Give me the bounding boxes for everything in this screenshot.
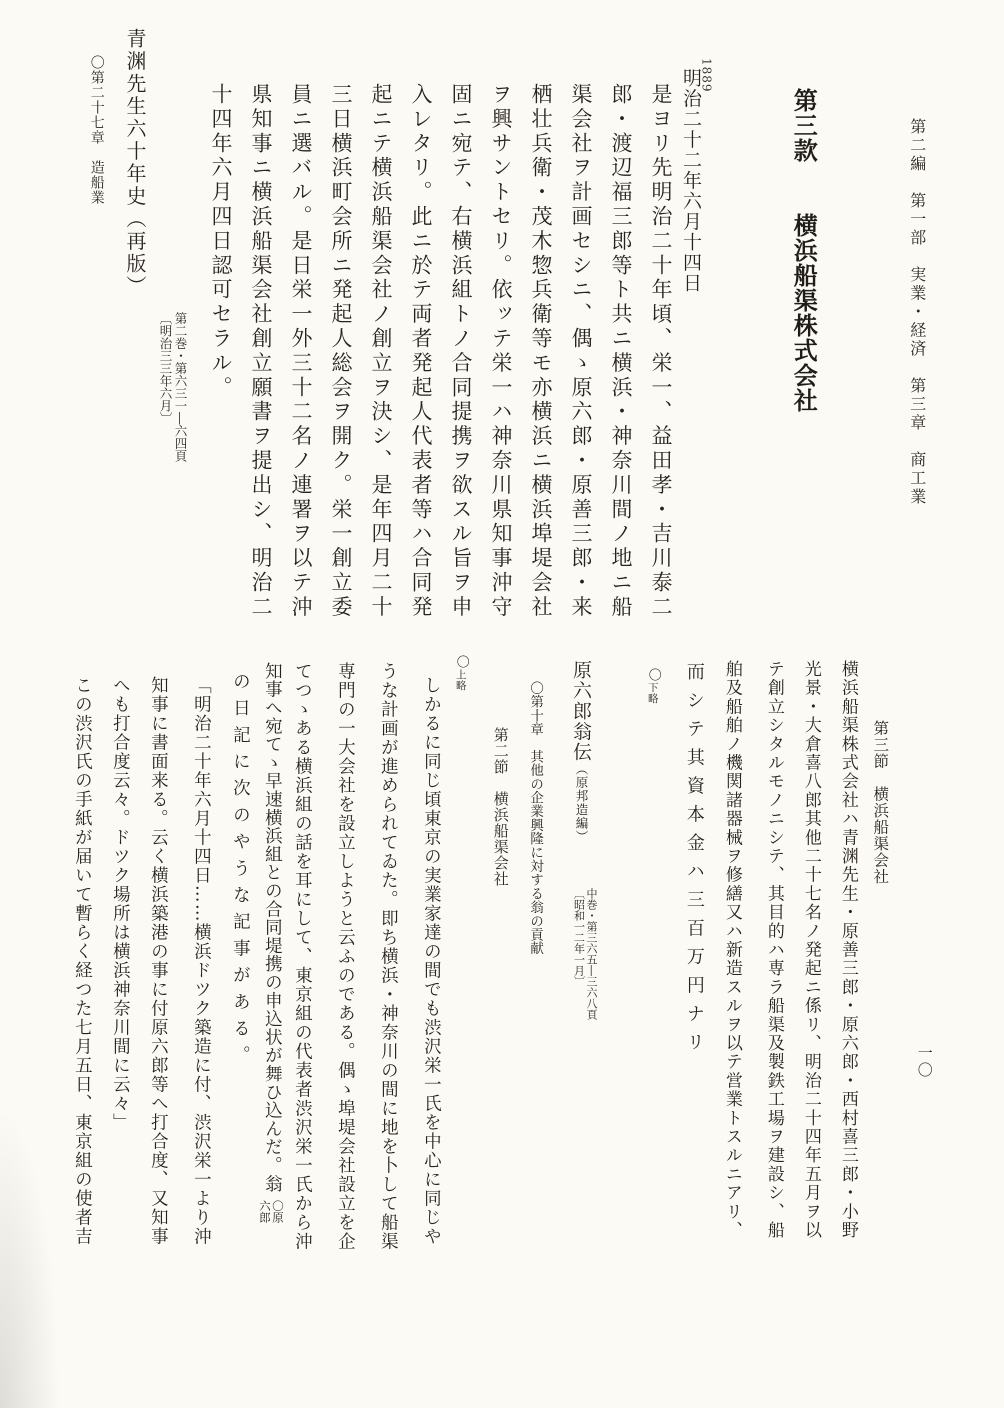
citation-date: 〔昭和一二年一月〕 bbox=[572, 888, 586, 987]
quote-line: 而シテ其資本金ハ三百万円ナリ bbox=[683, 662, 705, 1061]
citation-date: 〔明治三三年六月〕 bbox=[158, 312, 173, 425]
source-citation bbox=[158, 312, 188, 462]
inline-annotation-line: 六郎 bbox=[258, 1200, 272, 1223]
quote-line: 光景・大倉喜八郎其他二十七名ノ発起ニ係リ、明治二十四年五月ヲ以 bbox=[800, 660, 821, 1240]
omission-mark: 〇 bbox=[453, 655, 469, 669]
entry-title: 第三款 横浜船渠株式会社 bbox=[789, 88, 819, 413]
citation-volume-pages: 第二巻・第六三一―六四頁 bbox=[173, 312, 188, 462]
source-title: 青渊先生六十年史（再版） bbox=[123, 28, 147, 298]
citation-volume-pages: 中巻・第三六五―三六八頁 bbox=[585, 888, 598, 1020]
source-title bbox=[570, 660, 590, 844]
section-heading: 第二節 横浜船渠会社 bbox=[491, 727, 510, 887]
diary-quote-line: 知事に書面来る。云く横浜築港の事に付原六郎等へ打合度、又知事 bbox=[148, 676, 169, 1246]
quote-line: 舶及船舶ノ機関諸器械ヲ修繕又ハ新造スルヲ以テ営業トスルニアリ、 bbox=[721, 660, 742, 1240]
summary-line: 渠会社ヲ計画セシニ、偶ゝ原六郎・原善三郎・来 bbox=[569, 83, 594, 620]
omission-note bbox=[452, 655, 469, 691]
quote-line: うな計画が進められてゐた。即ち横浜・神奈川の間に地を卜して船渠 bbox=[378, 662, 399, 1251]
summary-line: 県知事ニ横浜船渠会社創立願書ヲ提出シ、明治二 bbox=[249, 83, 274, 620]
quote-line: しかるに同じ頃東京の実業家達の間でも渋沢栄一氏を中心に同じや bbox=[421, 676, 442, 1246]
diary-quote-line: 「明治二十年六月十四日……横浜ドツク築造に付、渋沢栄一より沖 bbox=[191, 676, 212, 1246]
summary-line: 入レタリ。此ニ於テ両者発起人代表者等ハ合同発 bbox=[409, 83, 434, 620]
diary-quote-line: へも打合度云々。ドツク場所は横浜神奈川間に云々」 bbox=[110, 676, 131, 1132]
summary-line: 起ニテ横浜船渠会社ノ創立ヲ決シ、是年四月二十 bbox=[369, 83, 394, 620]
date-heading: 明治二十二年六月十四日 bbox=[679, 68, 702, 294]
summary-line: 郎・渡辺福三郎等ト共ニ横浜・神奈川間ノ地ニ船 bbox=[609, 83, 634, 620]
section-heading: 第三節 横浜船渠会社 bbox=[871, 720, 890, 885]
summary-line: 固ニ宛テ、右横浜組トノ合同提携ヲ欲スル旨ヲ申 bbox=[449, 83, 474, 620]
summary-line: 是ヨリ先明治二十年頃、栄一、益田孝・吉川泰二 bbox=[649, 83, 674, 620]
omission-text: 上略 bbox=[454, 669, 467, 691]
source-editor: （原邦造編） bbox=[573, 762, 589, 844]
quote-line: 横浜船渠株式会社ハ青渊先生・原善三郎・原六郎・西村喜三郎・小野 bbox=[837, 660, 858, 1240]
page-number: 一〇 bbox=[915, 1045, 934, 1079]
source-citation bbox=[572, 888, 597, 1020]
summary-line: 員ニ選バル。是日栄一外三十二名ノ連署ヲ以テ沖 bbox=[289, 83, 314, 620]
summary-line: 栖壮兵衛・茂木惣兵衛等モ亦横浜ニ横浜埠堤会社 bbox=[529, 83, 554, 620]
chapter-heading: 〇第十章 其他の企業興隆に対する翁の貢献 bbox=[527, 681, 544, 955]
summary-line: ヲ興サントセリ。依ッテ栄一ハ神奈川県知事沖守 bbox=[489, 83, 514, 620]
summary-line: 三日横浜町会所ニ発起人総会ヲ開ク。栄一創立委 bbox=[329, 83, 354, 620]
omission-text: 下略 bbox=[646, 682, 659, 704]
year-label: 1889 bbox=[699, 58, 714, 93]
quote-line: の日記に次のやうな記事がある。 bbox=[230, 672, 251, 1073]
omission-note bbox=[644, 668, 661, 704]
chapter-heading: 〇第二十七章 造船業 bbox=[88, 55, 105, 205]
quote-line: この渋沢氏の手紙が届いて暫らく経つた七月五日、東京組の使者吉 bbox=[72, 676, 93, 1246]
quote-line: 知事へ宛てゝ早速横浜組との合同堤携の申込状が舞ひ込んだ。翁 bbox=[262, 662, 283, 1193]
quote-line: テ創立シタルモノニシテ、其目的ハ専ラ船渠及製鉄工場ヲ建設シ、船 bbox=[763, 660, 784, 1240]
inline-annotation-line: 〇原 bbox=[271, 1200, 285, 1223]
source-title-text: 原六郎翁伝 bbox=[569, 660, 592, 763]
omission-mark: 〇 bbox=[645, 668, 661, 682]
running-header: 第二編 第一部 実業・経済 第三章 商工業 bbox=[907, 118, 927, 507]
inline-annotation bbox=[258, 1200, 284, 1223]
summary-line: 十四年六月四日認可セラル。 bbox=[209, 83, 234, 401]
quote-line: てつゝある横浜組の話を耳にして、東京組の代表者渋沢栄一氏から沖 bbox=[292, 662, 313, 1251]
quote-line: 専門の一大会社を設立しようと云ふのである。偶ゝ埠堤会社設立を企 bbox=[335, 662, 356, 1251]
scan-shading bbox=[0, 1108, 60, 1408]
